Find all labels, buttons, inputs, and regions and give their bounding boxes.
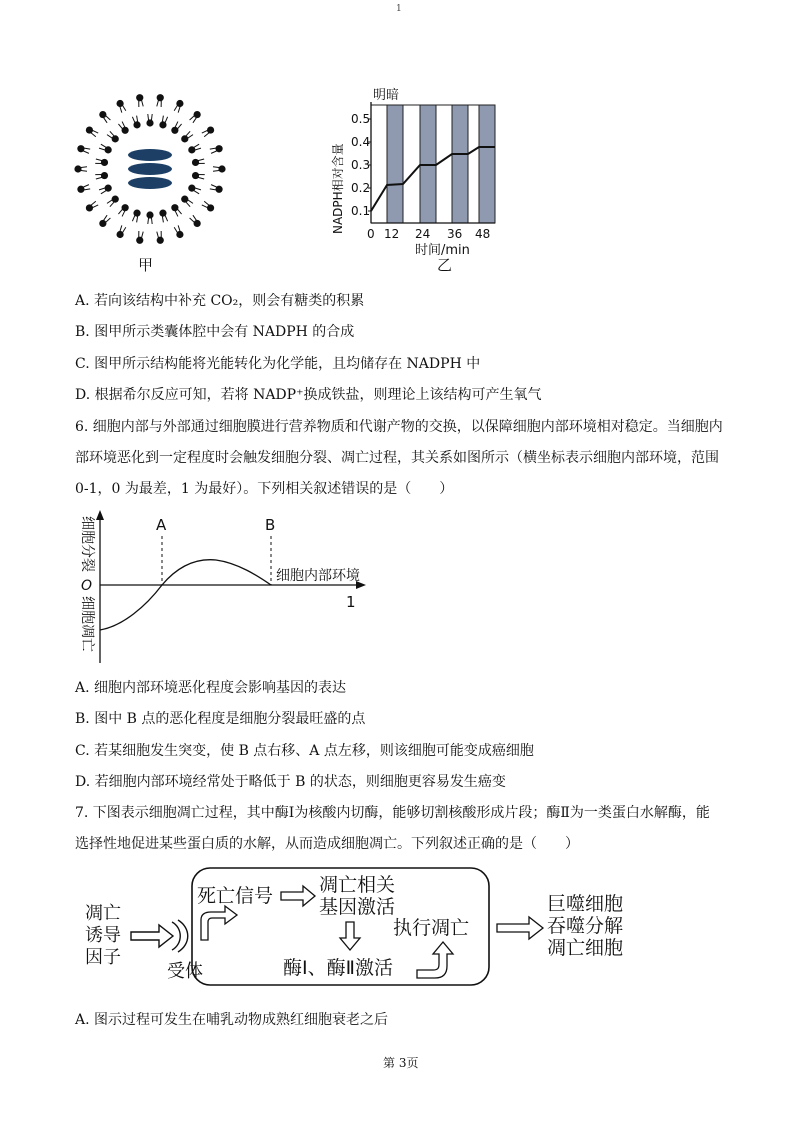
- lipid-head: [176, 231, 183, 238]
- x-tick-label: 48: [475, 227, 491, 241]
- lipid-head: [207, 126, 214, 133]
- lipid-head: [101, 172, 108, 179]
- lipid-head: [181, 196, 188, 203]
- lipid-head: [133, 121, 140, 128]
- lipid-head: [133, 210, 140, 217]
- curve: [100, 560, 271, 630]
- lipid-head: [171, 127, 178, 134]
- double-arrow: [281, 886, 315, 906]
- q6-stem-line: 0-1，0 为最差，1 为最好）。下列相关叙述错误的是（ ）: [75, 481, 454, 497]
- lipid-head: [122, 204, 129, 211]
- y-up-label: 细胞分裂: [79, 516, 95, 572]
- q6-option-d: D. 若细胞内部环境经常处于略低于 B 的状态，则细胞更容易发生癌变: [75, 774, 506, 790]
- origin-label: O: [81, 578, 93, 594]
- q5-option-a: A. 若向该结构中补充 CO₂，则会有糖类的积累: [75, 293, 365, 309]
- x-axis-label: 时间/min: [415, 243, 470, 258]
- lipid-head: [86, 126, 93, 133]
- y-axis-label: NADPH相对含量: [331, 143, 345, 234]
- lipid-head: [74, 165, 81, 172]
- x-end-label: 1: [346, 593, 356, 611]
- lipid-head: [105, 185, 112, 192]
- figure-jia-caption: 甲: [138, 256, 154, 274]
- q6-figure: [78, 508, 378, 668]
- lipid-head: [112, 196, 119, 203]
- lipid-head: [207, 204, 214, 211]
- lipid-head: [192, 159, 199, 166]
- q5-option-c: C. 图甲所示结构能将光能转化为化学能，且均储存在 NADPH 中: [75, 356, 481, 372]
- lipid-head: [194, 220, 201, 227]
- grana-stack: [128, 149, 172, 189]
- lipid-head: [136, 94, 143, 101]
- lipid-head: [99, 220, 106, 227]
- y-down-label: 细胞凋亡: [79, 596, 95, 652]
- figure-jia: [70, 92, 230, 252]
- lipid-head: [215, 186, 222, 193]
- receptor-shape: [172, 920, 188, 952]
- y-tick-label: 0.4: [351, 135, 371, 149]
- lipid-head: [218, 165, 225, 172]
- lipid-head: [99, 111, 106, 118]
- q7-flowchart: [75, 862, 635, 992]
- lipid-head: [86, 204, 93, 211]
- lipid-head: [116, 231, 123, 238]
- q5-option-b: B. 图甲所示类囊体腔中会有 NADPH 的合成: [75, 324, 355, 340]
- result-label: 吞噬分解: [547, 915, 624, 937]
- x-tick-label: 36: [447, 227, 463, 241]
- lipid-head: [105, 146, 112, 153]
- gene-label: 凋亡相关: [319, 874, 396, 896]
- q6-option-a: A. 细胞内部环境恶化程度会影响基因的表达: [75, 680, 347, 696]
- y-tick-label: 0.1: [351, 204, 371, 218]
- lipid-head: [146, 119, 153, 126]
- x-tick-label: 24: [415, 227, 431, 241]
- lipid-head: [215, 145, 222, 152]
- lipid-head: [112, 135, 119, 142]
- result-label: 凋亡细胞: [547, 937, 624, 959]
- inducer-text: 因子: [85, 947, 121, 968]
- curved-arrow: [201, 906, 237, 940]
- execute-label: 执行凋亡: [393, 917, 470, 939]
- double-arrow: [131, 925, 173, 947]
- q6-option-c: C. 若某细胞发生突变，使 B 点右移、A 点左移，则该细胞可能变成癌细胞: [75, 743, 534, 759]
- lipid-head: [122, 127, 129, 134]
- y-tick-label: 0.5: [351, 112, 371, 126]
- lipid-head: [188, 185, 195, 192]
- enzyme-label: 酶Ⅰ、酶Ⅱ激活: [283, 957, 393, 979]
- lipid-head: [181, 135, 188, 142]
- legend-label: 明暗: [373, 88, 400, 103]
- gene-label: 基因激活: [319, 896, 396, 918]
- lipid-head: [176, 100, 183, 107]
- figure-yi-chart: [325, 82, 520, 262]
- double-arrow: [497, 917, 543, 939]
- lipid-head: [146, 211, 153, 218]
- dark-band: [387, 105, 403, 223]
- lipid-head: [192, 172, 199, 179]
- x-tick-label: 12: [384, 227, 400, 241]
- lipid-head: [171, 204, 178, 211]
- q6-option-b: B. 图中 B 点的恶化程度是细胞分裂最旺盛的点: [75, 711, 366, 727]
- lipid-head: [159, 210, 166, 217]
- receptor-label: 受体: [167, 961, 203, 982]
- q6-stem-line: 6. 细胞内部与外部通过细胞膜进行营养物质和代谢产物的交换，以保障细胞内部环境相对稳定。当细胞内: [75, 419, 723, 435]
- q6-stem-line: 部环境恶化到一定程度时会触发细胞分裂、凋亡过程，其关系如图所示（横坐标表示细胞内部环境，范围: [75, 450, 719, 466]
- lipid-head: [77, 145, 84, 152]
- light-band: [403, 105, 420, 223]
- q7-stem-line: 选择性地促进某些蛋白质的水解，从而造成细胞凋亡。下列叙述正确的是（ ）: [75, 836, 579, 852]
- lipid-head: [188, 146, 195, 153]
- inducer-text: 凋亡: [85, 903, 121, 924]
- q7-option-a: A. 图示过程可发生在哺乳动物成熟红细胞衰老之后: [75, 1012, 389, 1028]
- lipid-head: [194, 111, 201, 118]
- death-signal-label: 死亡信号: [197, 885, 274, 907]
- y-tick-label: 0.3: [351, 158, 371, 172]
- header-marker: 1: [396, 4, 402, 14]
- dark-band: [479, 105, 495, 223]
- figure-yi-caption: 乙: [437, 256, 453, 274]
- point-label-b: B: [265, 516, 276, 534]
- lipid-head: [157, 94, 164, 101]
- inducer-text: 诱导: [85, 925, 121, 946]
- lipid-head: [159, 121, 166, 128]
- result-label: 巨噬细胞: [547, 893, 624, 915]
- lipid-head: [116, 100, 123, 107]
- lipid-head: [136, 237, 143, 244]
- y-tick-label: 0.2: [351, 181, 371, 195]
- light-band: [468, 105, 479, 223]
- dark-band: [452, 105, 468, 223]
- lipid-head: [77, 186, 84, 193]
- down-arrow: [340, 922, 360, 950]
- x-axis-label: 细胞内部环境: [276, 568, 360, 584]
- point-label-a: A: [156, 516, 167, 534]
- q5-option-d: D. 根据希尔反应可知，若将 NADP⁺换成铁盐，则理论上该结构可产生氧气: [75, 387, 542, 403]
- lipid-head: [157, 237, 164, 244]
- q7-stem-line: 7. 下图表示细胞凋亡过程，其中酶Ⅰ为核酸内切酶，能够切割核酸形成片段；酶Ⅱ为一类蛋白水解酶，能: [75, 805, 710, 821]
- x-tick-label: 0: [367, 227, 375, 241]
- curved-arrow: [417, 942, 453, 978]
- page-number: 第 3页: [383, 1056, 419, 1070]
- lipid-head: [101, 159, 108, 166]
